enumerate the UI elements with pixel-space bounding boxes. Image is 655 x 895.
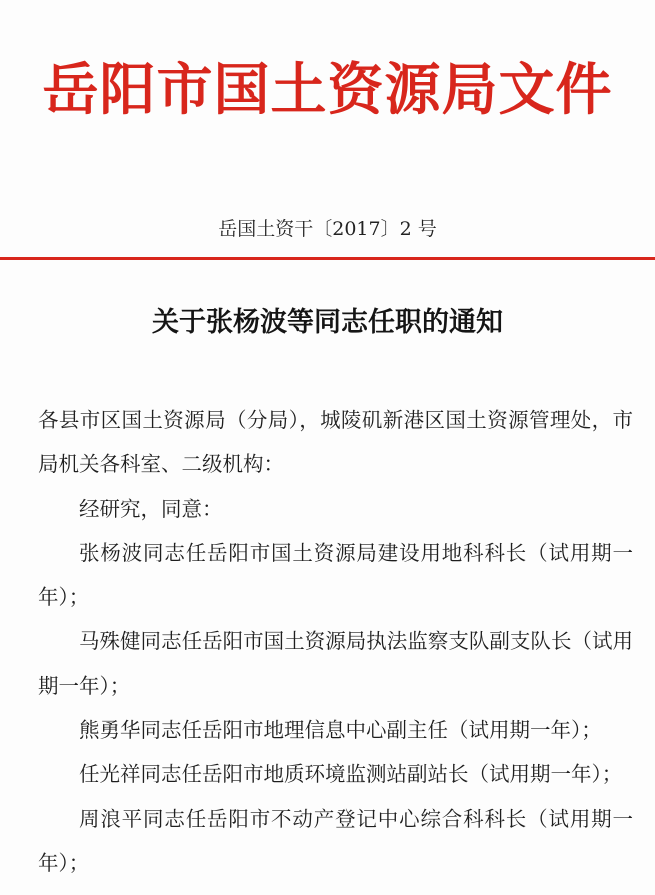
document-body (38, 398, 633, 885)
appointment-item: 熊勇华同志任岳阳市地理信息中心副主任（试用期一年）； (79, 718, 602, 743)
appointment-item: 马殊健同志任岳阳市国土资源局执法监察支队副支队长（试用期一年）； (38, 629, 633, 698)
document-number: 岳国土资干〔2017〕2 号 (218, 218, 437, 240)
appointment-item: 任光祥同志任岳阳市地质环境监测站副站长（试用期一年）； (79, 762, 623, 787)
appointment-item: 周浪平同志任岳阳市不动产登记中心综合科科长（试用期一年）； (38, 806, 633, 875)
recipients-paragraph: 各县市区国土资源局（分局），城陵矶新港区国土资源管理处，市局机关各科室、二级机构： (38, 408, 633, 477)
document-title: 关于张杨波等同志任职的通知 (152, 307, 503, 338)
red-divider-line (0, 257, 655, 260)
appointment-item: 张杨波同志任岳阳市国土资源局建设用地科科长（试用期一年）； (38, 540, 633, 610)
decision-paragraph: 经研究，同意： (79, 496, 223, 521)
masthead-title: 岳阳市国土资源局文件 (42, 57, 613, 123)
